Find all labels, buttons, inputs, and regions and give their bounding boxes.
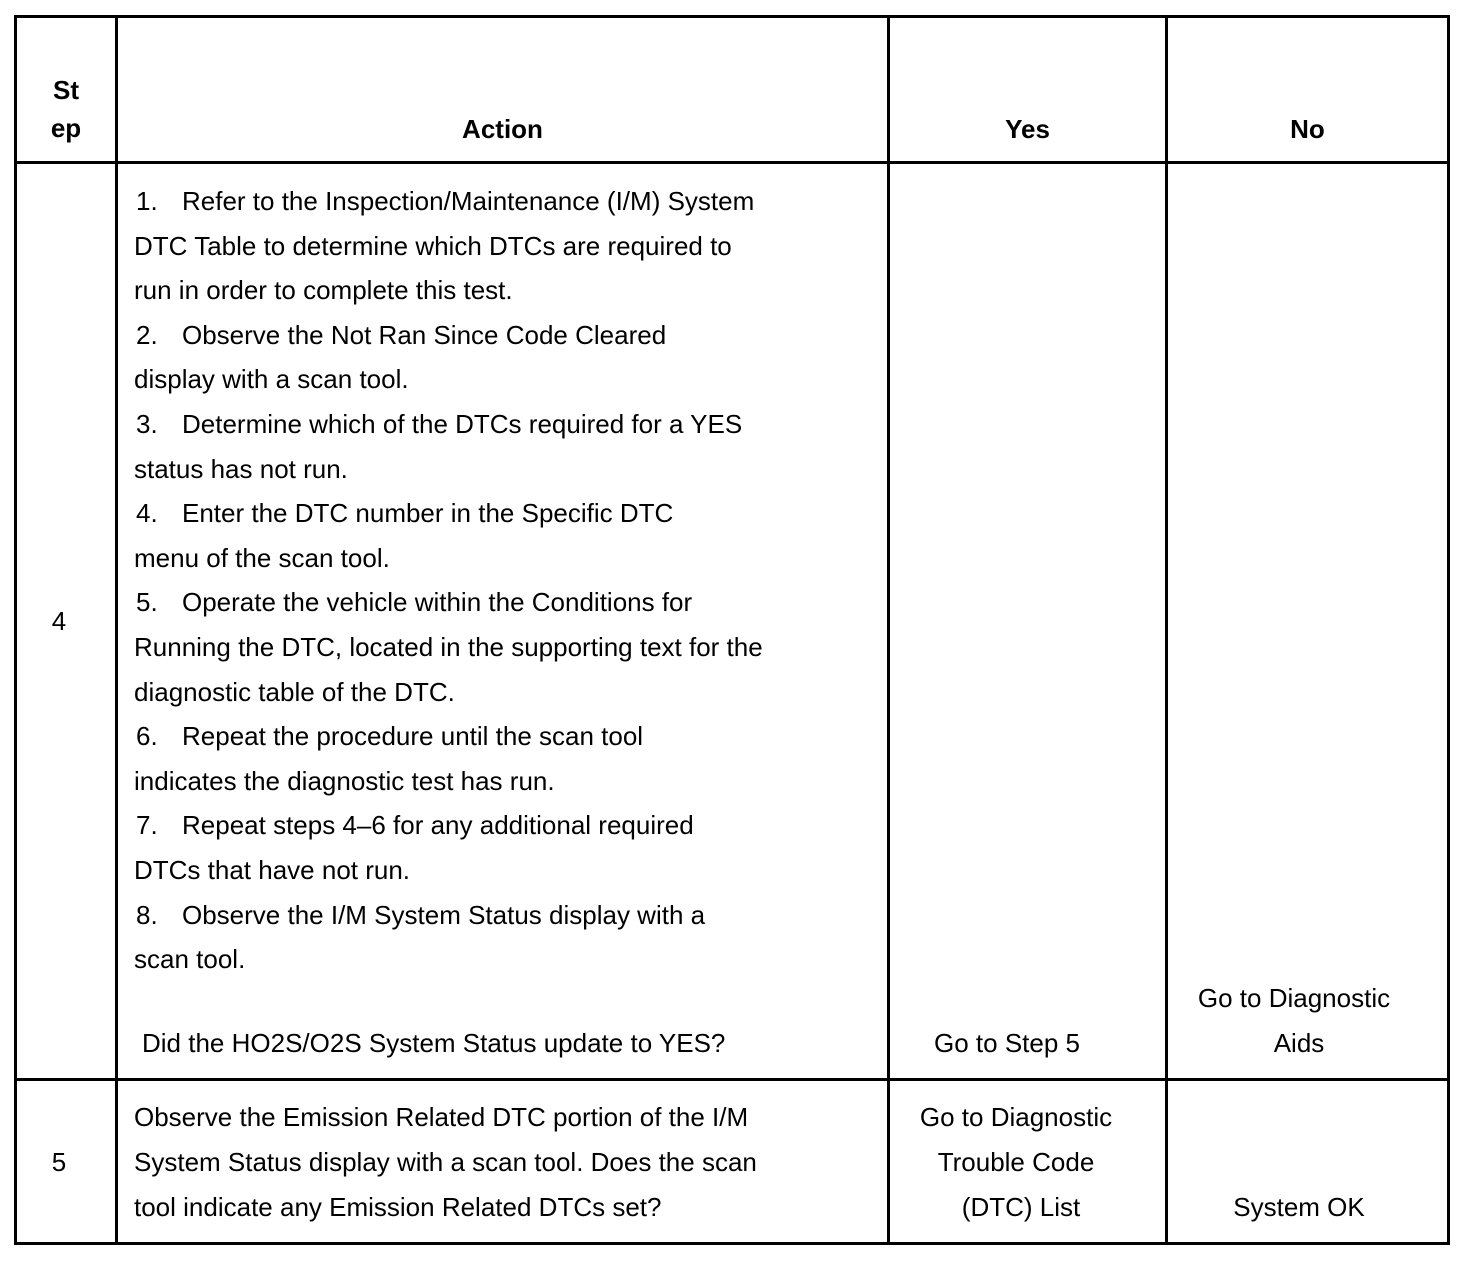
table-border-right [1447,15,1450,1245]
row-5-action-line3: tool indicate any Emission Related DTCs set? [134,1192,662,1222]
action-step-text: Refer to the Inspection/Maintenance (I/M) System [182,186,755,216]
row-5-action-line1: Observe the Emission Related DTC portion of the I/M [134,1102,749,1132]
action-line [134,848,874,893]
action-step-text: Repeat the procedure until the scan tool [182,721,644,752]
action-line [134,536,874,581]
action-step-number: 1. [136,186,158,216]
action-line [134,313,874,358]
action-step-text: menu of the scan tool. [134,542,390,573]
action-step-number: 5. [136,587,158,618]
row-5-step: 5 [51,1147,67,1177]
action-step-text: status has not run. [134,453,348,484]
column-divider-action [887,15,890,1245]
action-line [134,937,874,982]
action-step-number: 2. [136,319,158,350]
action-line [134,224,874,269]
action-step-text: run in order to complete this test. [134,275,513,306]
action-line [134,670,874,715]
header-step: St ep [50,75,82,143]
table-border-bottom [14,1242,1450,1245]
action-line [134,759,874,804]
header-divider [14,161,1450,164]
row-5-yes-line3: (DTC) List [961,1192,1081,1222]
action-step-text: Observe the Not Ran Since Code Cleared [182,319,667,350]
row-4-action [134,179,874,982]
action-step-number: 3. [136,408,158,439]
row-4-no-line2: Aids [1273,1028,1325,1058]
action-step-text: Repeat steps 4–6 for any additional required [182,810,694,841]
table-border-top [14,15,1450,18]
action-step-text: diagnostic table of the DTC. [134,676,455,707]
row-4-question: Did the HO2S/O2S System Status update to YES? [142,1028,726,1058]
action-step-text: DTC Table to determine which DTCs are required to [134,230,732,261]
row-4-no-line1: Go to Diagnostic [1197,983,1391,1013]
header-action: Action [462,114,543,144]
action-line [134,580,874,625]
action-step-text: Enter the DTC number in the Specific DTC [182,498,674,529]
action-step-text: scan tool. [134,944,246,975]
action-line [134,402,874,447]
action-step-text: Determine which of the DTCs required for a YES [182,408,743,439]
action-step-text: Running the DTC, located in the supporting text for the [134,631,763,662]
action-step-number: 4. [136,498,158,529]
row-4-step: 4 [51,606,67,636]
row-5-yes-line2: Trouble Code [937,1147,1095,1177]
header-yes: Yes [1005,114,1050,144]
action-line [134,179,874,224]
row-5-action-line2: System Status display with a scan tool. Does the scan [134,1147,757,1177]
action-line [134,447,874,492]
row-4-yes: Go to Step 5 [934,1028,1080,1058]
action-step-text: Observe the I/M System Status display with a [182,899,706,930]
action-line [134,491,874,536]
header-no: No [1290,114,1325,144]
action-step-text: Operate the vehicle within the Conditions for [182,587,693,618]
action-line [134,893,874,938]
action-step-text: display with a scan tool. [134,364,409,395]
column-divider-step [115,15,118,1245]
action-step-number: 8. [136,899,158,930]
row-divider [14,1078,1450,1081]
action-line [134,357,874,402]
action-step-number: 6. [136,721,158,752]
row-4-action-steps [134,179,874,982]
action-step-text: indicates the diagnostic test has run. [134,765,555,796]
action-line [134,714,874,759]
action-step-number: 7. [136,810,158,841]
action-line [134,268,874,313]
action-line [134,803,874,848]
action-step-text: DTCs that have not run. [134,854,411,885]
row-5-yes-line1: Go to Diagnostic [919,1102,1113,1132]
row-5-no: System OK [1233,1192,1365,1222]
action-line [134,625,874,670]
